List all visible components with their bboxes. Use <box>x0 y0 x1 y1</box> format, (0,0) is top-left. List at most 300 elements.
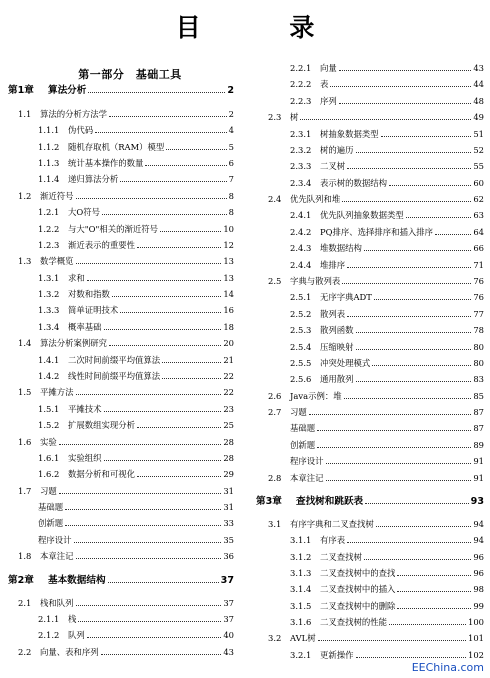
toc-entry-page: 87 <box>473 407 484 417</box>
toc-entry-title: 创新题 <box>290 440 316 450</box>
part-heading: 第一部分 基础工具 <box>78 68 182 81</box>
toc-entry-page: 99 <box>473 601 484 611</box>
toc-entry[interactable] <box>268 407 484 418</box>
toc-entry-number: 1.5 <box>18 387 32 397</box>
dot-leader <box>326 480 472 481</box>
toc-entry-title: 有序表 <box>320 535 346 545</box>
dot-leader <box>376 526 472 527</box>
dot-leader <box>166 149 226 150</box>
toc-entry-number: 2.2.1 <box>290 63 312 73</box>
toc-entry[interactable] <box>18 191 234 202</box>
toc-entry[interactable] <box>290 374 484 385</box>
toc-chapter-entry[interactable] <box>8 575 234 586</box>
toc-entry-title: 统计基本操作的数量 <box>68 158 144 168</box>
toc-entry[interactable] <box>290 96 484 107</box>
toc-entry-title: 更新操作 <box>320 650 354 660</box>
toc-entry[interactable] <box>290 584 484 595</box>
toc-entry[interactable] <box>38 518 234 529</box>
toc-entry[interactable] <box>290 63 484 74</box>
toc-entry-number: 2.4.2 <box>290 227 312 237</box>
toc-entry-title: 字典与散列表 <box>290 276 341 286</box>
toc-entry-number: 3.1.6 <box>290 617 312 627</box>
dot-leader <box>120 181 226 182</box>
toc-entry-title: 渐近表示的重要性 <box>68 240 135 250</box>
dot-leader <box>365 503 468 504</box>
toc-entry-page: 16 <box>223 305 234 315</box>
toc-entry[interactable] <box>268 194 484 205</box>
dot-leader <box>95 132 227 133</box>
toc-entry-page: 40 <box>223 630 234 640</box>
dot-leader <box>372 365 471 366</box>
toc-entry-page: 31 <box>223 486 234 496</box>
toc-entry-page: 35 <box>223 535 234 545</box>
toc-entry[interactable] <box>290 617 484 628</box>
dot-leader <box>356 152 472 153</box>
toc-entry-number: 2.3.2 <box>290 145 312 155</box>
dot-leader <box>145 165 226 166</box>
toc-entry-number: 1.4.1 <box>38 355 60 365</box>
dot-leader <box>356 332 472 333</box>
toc-entry-page: 33 <box>223 518 234 528</box>
toc-entry-title: 递归算法分析 <box>68 174 119 184</box>
toc-entry[interactable] <box>290 129 484 140</box>
toc-entry[interactable] <box>290 292 484 303</box>
dot-leader <box>389 624 466 625</box>
toc-entry-page: 96 <box>473 568 484 578</box>
toc-entry[interactable] <box>38 614 234 625</box>
toc-entry-page: 22 <box>223 387 234 397</box>
toc-entry-page: 13 <box>223 273 234 283</box>
toc-entry-page: 5 <box>228 142 234 152</box>
toc-entry-page: 96 <box>473 552 484 562</box>
toc-entry[interactable] <box>38 630 234 641</box>
dot-leader <box>87 637 222 638</box>
toc-entry-number: 2.5.2 <box>290 309 312 319</box>
toc-entry[interactable] <box>18 256 234 267</box>
toc-entry-number: 1.2.3 <box>38 240 60 250</box>
dot-leader <box>76 558 222 559</box>
toc-entry-number: 1.1.1 <box>38 125 60 135</box>
toc-entry-title: 栈 <box>68 614 77 624</box>
toc-entry-page: 10 <box>223 224 234 234</box>
toc-entry-title: 习题 <box>40 486 57 496</box>
toc-entry-number: 2.5.6 <box>290 374 312 384</box>
toc-entry-number: 1.2 <box>18 191 32 201</box>
toc-entry-page: 98 <box>473 584 484 594</box>
toc-entry-title: 散列表 <box>320 309 346 319</box>
toc-entry[interactable] <box>290 342 484 353</box>
dot-leader <box>364 250 471 251</box>
dot-leader <box>137 247 221 248</box>
toc-entry-number: 1.6.1 <box>38 453 60 463</box>
toc-entry-title: 优先队列和堆 <box>290 194 341 204</box>
toc-entry[interactable] <box>38 453 234 464</box>
dot-leader <box>347 168 471 169</box>
dot-leader <box>76 605 222 606</box>
toc-entry[interactable] <box>18 387 234 398</box>
toc-entry-page: 14 <box>223 289 234 299</box>
dot-leader <box>356 381 472 382</box>
toc-entry-page: 51 <box>473 129 484 139</box>
toc-entry-page: 102 <box>468 650 484 660</box>
dot-leader <box>88 92 225 93</box>
toc-entry-page: 89 <box>473 440 484 450</box>
toc-entry-page: 55 <box>473 161 484 171</box>
toc-entry[interactable] <box>290 79 484 90</box>
dot-leader <box>102 214 227 215</box>
toc-entry-title: 平摊方法 <box>40 387 74 397</box>
dot-leader <box>330 86 471 87</box>
toc-entry-page: 76 <box>473 292 484 302</box>
toc-entry-title: 基础题 <box>290 423 316 433</box>
toc-entry[interactable] <box>18 338 234 349</box>
toc-entry[interactable] <box>38 158 234 169</box>
dot-leader <box>347 542 471 543</box>
toc-entry-number: 2.1.1 <box>38 614 60 624</box>
toc-entry-page: 2 <box>228 109 234 119</box>
toc-entry-title: 简单证明技术 <box>68 305 119 315</box>
toc-entry-page: 36 <box>223 551 234 561</box>
toc-entry-page: 44 <box>473 79 484 89</box>
toc-entry-title: 无序字典ADT <box>320 292 372 302</box>
toc-entry-title: 表示树的数据结构 <box>320 178 387 188</box>
dot-leader <box>347 267 471 268</box>
toc-entry-title: 二叉查找树中的查找 <box>320 568 396 578</box>
toc-entry-title: 队列 <box>68 630 85 640</box>
toc-entry[interactable] <box>18 109 234 120</box>
toc-entry-page: 100 <box>468 617 484 627</box>
toc-entry[interactable] <box>38 420 234 431</box>
toc-entry-page: 62 <box>473 194 484 204</box>
toc-entry[interactable] <box>38 142 234 153</box>
toc-entry-page: 23 <box>223 404 234 414</box>
toc-entry-number: 3.1.4 <box>290 584 312 594</box>
toc-entry-page: 13 <box>223 256 234 266</box>
toc-entry[interactable] <box>38 305 234 316</box>
toc-entry[interactable] <box>38 289 234 300</box>
toc-entry[interactable] <box>290 423 484 434</box>
toc-chapter-entry[interactable] <box>8 85 234 96</box>
dot-leader <box>374 299 471 300</box>
toc-entry-title: 二叉查找树 <box>320 552 362 562</box>
toc-entry-page: 71 <box>473 260 484 270</box>
toc-entry-page: 8 <box>228 207 234 217</box>
toc-entry-number: 1.1.4 <box>38 174 60 184</box>
toc-entry-number: 2.5.3 <box>290 325 312 335</box>
dot-leader <box>162 362 221 363</box>
toc-entry-number: 第3章 <box>256 496 282 507</box>
toc-entry-number: 2.1 <box>18 598 32 608</box>
toc-entry[interactable] <box>268 112 484 123</box>
toc-entry-page: 43 <box>223 647 234 657</box>
toc-entry-number: 1.6.2 <box>38 469 60 479</box>
dot-leader <box>342 283 471 284</box>
toc-entry-page: 91 <box>473 473 484 483</box>
toc-entry-page: 25 <box>223 420 234 430</box>
toc-entry-title: 栈和队列 <box>40 598 74 608</box>
dot-leader <box>435 234 471 235</box>
dot-leader <box>112 296 221 297</box>
toc-entry-title: 压缩映射 <box>320 342 354 352</box>
dot-leader <box>162 378 221 379</box>
toc-entry-title: 查找树和跳跃表 <box>296 496 364 507</box>
toc-entry-title: 对数和指数 <box>68 289 110 299</box>
dot-leader <box>59 493 222 494</box>
toc-entry-page: 31 <box>223 502 234 512</box>
toc-entry-page: 18 <box>223 322 234 332</box>
toc-entry-number: 2.5.4 <box>290 342 312 352</box>
toc-entry-page: 77 <box>473 309 484 319</box>
toc-entry[interactable] <box>38 469 234 480</box>
toc-entry-page: 7 <box>228 174 234 184</box>
toc-entry[interactable] <box>38 207 234 218</box>
toc-entry[interactable] <box>290 552 484 563</box>
toc-entry-number: 2.1.2 <box>38 630 60 640</box>
toc-entry-title: 渐近符号 <box>40 191 74 201</box>
toc-entry-title: 扩展数组实现分析 <box>68 420 135 430</box>
toc-entry[interactable] <box>38 174 234 185</box>
toc-entry-number: 2.2 <box>18 647 32 657</box>
toc-entry-title: 算法分析 <box>48 85 87 96</box>
toc-entry[interactable] <box>38 240 234 251</box>
toc-entry[interactable] <box>38 355 234 366</box>
toc-entry-title: 二叉树 <box>320 161 346 171</box>
dot-leader <box>389 185 471 186</box>
toc-entry-number: 2.2.2 <box>290 79 312 89</box>
toc-entry-number: 1.1.2 <box>38 142 60 152</box>
toc-entry[interactable] <box>38 125 234 136</box>
toc-entry[interactable] <box>290 161 484 172</box>
toc-entry[interactable] <box>268 276 484 287</box>
dot-leader <box>339 103 472 104</box>
dot-leader <box>397 591 471 592</box>
toc-entry-title: Java示例：堆 <box>290 391 342 401</box>
dot-leader <box>120 312 221 313</box>
toc-entry-page: 6 <box>228 158 234 168</box>
toc-entry-page: 37 <box>223 614 234 624</box>
toc-entry-number: 2.3.1 <box>290 129 312 139</box>
toc-entry-title: PQ排序、选择排序和插入排序 <box>320 227 434 237</box>
toc-entry[interactable] <box>18 647 234 658</box>
dot-leader <box>76 198 227 199</box>
toc-entry-number: 2.4.1 <box>290 210 312 220</box>
toc-entry-page: 80 <box>473 342 484 352</box>
dot-leader <box>101 654 222 655</box>
toc-entry[interactable] <box>290 260 484 271</box>
toc-entry-title: 基本数据结构 <box>48 575 106 586</box>
toc-entry-number: 1.5.1 <box>38 404 60 414</box>
toc-entry[interactable] <box>38 404 234 415</box>
toc-entry[interactable] <box>290 145 484 156</box>
toc-entry-title: 堆数据结构 <box>320 243 362 253</box>
dot-leader <box>59 444 222 445</box>
dot-leader <box>342 201 471 202</box>
toc-entry-page: 12 <box>223 240 234 250</box>
toc-entry-number: 1.6 <box>18 437 32 447</box>
toc-entry-title: 二叉查找树的性能 <box>320 617 387 627</box>
dot-leader <box>317 430 471 431</box>
toc-entry[interactable] <box>290 650 484 661</box>
toc-entry[interactable] <box>290 178 484 189</box>
toc-entry-page: 49 <box>473 112 484 122</box>
toc-entry-number: 2.3 <box>268 112 282 122</box>
toc-entry[interactable] <box>290 440 484 451</box>
toc-entry-page: 37 <box>223 598 234 608</box>
toc-entry-number: 3.1 <box>268 519 282 529</box>
dot-leader <box>364 559 471 560</box>
toc-entry-title: 实验 <box>40 437 57 447</box>
toc-entry-title: 通用散列 <box>320 374 354 384</box>
toc-entry[interactable] <box>38 371 234 382</box>
toc-entry-page: 22 <box>223 371 234 381</box>
dot-leader <box>300 119 471 120</box>
toc-entry[interactable] <box>268 519 484 530</box>
toc-entry-page: 20 <box>223 338 234 348</box>
toc-entry-title: 伪代码 <box>68 125 94 135</box>
toc-entry-page: 48 <box>473 96 484 106</box>
toc-entry[interactable] <box>18 437 234 448</box>
toc-entry[interactable] <box>290 309 484 320</box>
dot-leader <box>104 460 222 461</box>
toc-entry[interactable] <box>38 273 234 284</box>
toc-entry-number: 2.7 <box>268 407 282 417</box>
dot-leader <box>356 349 472 350</box>
toc-entry-page: 8 <box>228 191 234 201</box>
dot-leader <box>309 414 472 415</box>
toc-entry-title: 二叉查找树中的插入 <box>320 584 396 594</box>
toc-entry[interactable] <box>290 325 484 336</box>
toc-entry-title: 程序设计 <box>38 535 72 545</box>
dot-leader <box>406 217 472 218</box>
dot-leader <box>339 70 472 71</box>
toc-entry-page: 91 <box>473 456 484 466</box>
toc-entry-title: 与大"O"相关的渐近符号 <box>68 224 158 234</box>
dot-leader <box>397 575 471 576</box>
toc-entry-number: 第1章 <box>8 85 34 96</box>
toc-entry-page: 78 <box>473 325 484 335</box>
toc-entry-page: 52 <box>473 145 484 155</box>
toc-entry[interactable] <box>38 322 234 333</box>
toc-entry-title: 序列 <box>320 96 337 106</box>
toc-entry-page: 93 <box>470 496 484 507</box>
toc-entry-title: 随机存取机（RAM）模型 <box>68 142 165 152</box>
toc-entry-title: 向量、表和序列 <box>40 647 99 657</box>
toc-entry-number: 3.2.1 <box>290 650 312 660</box>
toc-entry-page: 2 <box>227 85 234 96</box>
toc-entry[interactable] <box>290 568 484 579</box>
toc-entry-number: 3.1.3 <box>290 568 312 578</box>
toc-entry[interactable] <box>268 391 484 402</box>
toc-entry-title: 基础题 <box>38 502 64 512</box>
toc-entry-number: 1.3.2 <box>38 289 60 299</box>
toc-entry-number: 3.1.1 <box>290 535 312 545</box>
toc-entry[interactable] <box>18 486 234 497</box>
toc-entry-title: 表 <box>320 79 329 89</box>
toc-entry[interactable] <box>38 502 234 513</box>
toc-entry[interactable] <box>290 456 484 467</box>
dot-leader <box>326 463 472 464</box>
toc-entry-number: 1.1 <box>18 109 32 119</box>
toc-entry-page: 85 <box>473 391 484 401</box>
toc-entry-title: 平摊技术 <box>68 404 102 414</box>
dot-leader <box>109 116 227 117</box>
toc-entry[interactable] <box>38 535 234 546</box>
dot-leader <box>347 316 471 317</box>
toc-chapter-entry[interactable] <box>256 496 484 507</box>
toc-entry[interactable] <box>18 598 234 609</box>
toc-entry-number: 1.3 <box>18 256 32 266</box>
toc-entry-title: 堆排序 <box>320 260 346 270</box>
dot-leader <box>160 231 221 232</box>
toc-entry-title: 冲突处理模式 <box>320 358 371 368</box>
page-title: 目 录 <box>175 13 355 42</box>
toc-entry-page: 21 <box>223 355 234 365</box>
dot-leader <box>78 621 221 622</box>
toc-entry-number: 2.2.3 <box>290 96 312 106</box>
toc-entry-page: 94 <box>473 519 484 529</box>
toc-entry[interactable] <box>290 601 484 612</box>
toc-entry-title: 线性时间前缀平均值算法 <box>68 371 161 381</box>
toc-entry-number: 1.1.3 <box>38 158 60 168</box>
watermark: EEChina.com <box>411 661 484 674</box>
toc-entry-title: 向量 <box>320 63 337 73</box>
toc-entry-title: 算法的分析方法学 <box>40 109 107 119</box>
toc-entry-title: 概率基础 <box>68 322 102 332</box>
dot-leader <box>137 427 221 428</box>
dot-leader <box>76 263 222 264</box>
toc-entry-title: 二叉查找树中的删除 <box>320 601 396 611</box>
toc-entry-number: 1.3.4 <box>38 322 60 332</box>
toc-entry[interactable] <box>290 227 484 238</box>
toc-entry[interactable] <box>290 210 484 221</box>
toc-entry-page: 101 <box>468 633 484 643</box>
toc-entry-number: 1.3.3 <box>38 305 60 315</box>
toc-entry-title: 树抽象数据类型 <box>320 129 379 139</box>
dot-leader <box>74 542 222 543</box>
dot-leader <box>137 476 221 477</box>
toc-entry-page: 87 <box>473 423 484 433</box>
dot-leader <box>109 345 221 346</box>
toc-entry-number: 3.1.5 <box>290 601 312 611</box>
toc-entry[interactable] <box>268 633 484 644</box>
dot-leader <box>344 398 472 399</box>
toc-entry-page: 4 <box>228 125 234 135</box>
toc-entry[interactable] <box>290 358 484 369</box>
toc-entry-title: 实验组织 <box>68 453 102 463</box>
toc-entry-title: 有序字典和二叉查找树 <box>290 519 374 529</box>
toc-entry[interactable] <box>18 551 234 562</box>
toc-entry-title: 求和 <box>68 273 85 283</box>
toc-entry[interactable] <box>38 224 234 235</box>
toc-entry-page: 66 <box>473 243 484 253</box>
toc-entry-page: 76 <box>473 276 484 286</box>
toc-entry-title: 算法分析案例研究 <box>40 338 107 348</box>
toc-entry-title: 数据分析和可视化 <box>68 469 135 479</box>
toc-entry-title: 数学概览 <box>40 256 74 266</box>
toc-entry-title: 本章注记 <box>290 473 324 483</box>
toc-entry[interactable] <box>268 473 484 484</box>
dot-leader <box>65 509 221 510</box>
toc-entry[interactable] <box>290 243 484 254</box>
toc-entry[interactable] <box>290 535 484 546</box>
toc-entry-page: 80 <box>473 358 484 368</box>
dot-leader <box>108 582 219 583</box>
toc-entry-page: 37 <box>220 575 234 586</box>
toc-entry-number: 2.4.4 <box>290 260 312 270</box>
dot-leader <box>317 447 471 448</box>
toc-entry-number: 1.3.1 <box>38 273 60 283</box>
toc-entry-number: 1.4.2 <box>38 371 60 381</box>
